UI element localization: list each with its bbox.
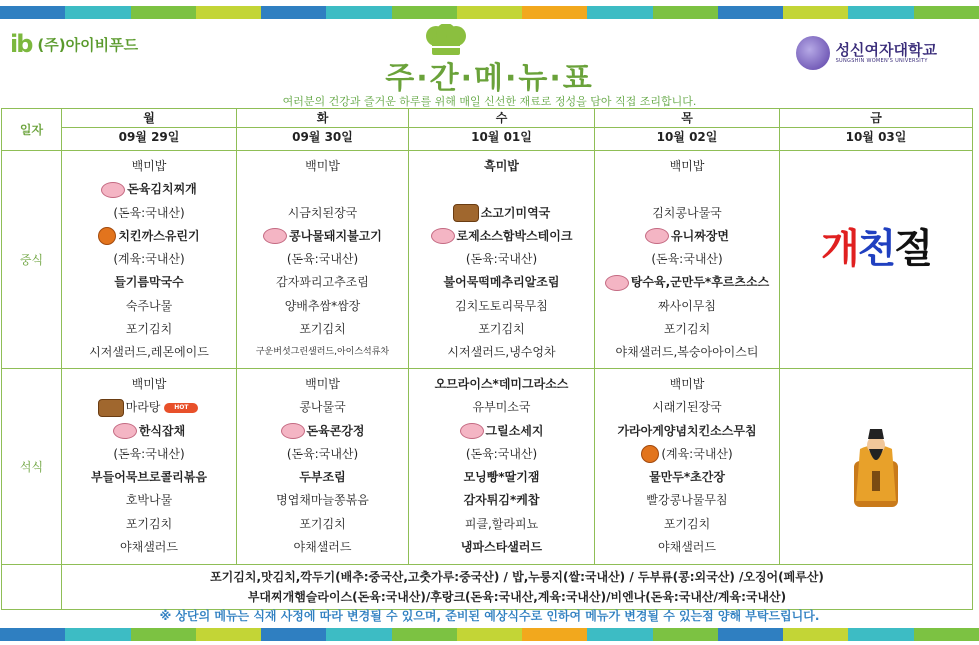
menu-item — [62, 178, 236, 201]
menu-item — [237, 396, 408, 419]
stripe-segment — [653, 6, 718, 19]
menu-item-text: 들기름막국수 — [114, 275, 184, 290]
stripe-segment — [587, 6, 652, 19]
menu-item-text: 콩나물돼지불고기 — [289, 228, 382, 243]
menu-item — [595, 271, 779, 294]
stripe-segment — [587, 628, 652, 641]
pig-icon — [263, 228, 287, 244]
stripe-segment — [65, 628, 130, 641]
menu-item-text: 돈육콘강정 — [306, 423, 365, 438]
dinner-thu — [595, 369, 780, 565]
menu-item-text: 빨강콩나물무침 — [646, 493, 728, 508]
menu-item — [595, 318, 779, 341]
menu-item-text: 돈육김치찌개 — [127, 182, 197, 197]
dinner-row — [2, 369, 973, 565]
menu-item-text: 야채샐러드 — [658, 540, 716, 555]
stripe-segment — [848, 6, 913, 19]
stripe-segment — [718, 628, 783, 641]
date-tue: 09월 30일 — [237, 128, 409, 151]
day-wed: 수 — [409, 109, 595, 128]
menu-item-text: 야채샐러드 — [120, 540, 178, 555]
menu-item — [237, 318, 408, 341]
menu-item — [62, 536, 236, 559]
menu-item — [237, 420, 408, 443]
menu-item-text: 소고기미역국 — [480, 205, 551, 220]
menu-item-text: 그릴소세지 — [485, 423, 544, 438]
menu-item-text: 야채샐러드,복숭아아이스티 — [615, 345, 759, 360]
hot-pepper-icon: HOT — [164, 403, 198, 413]
university-logo — [796, 36, 937, 70]
menu-item — [595, 155, 779, 178]
day-mon: 월 — [62, 109, 237, 128]
pig-icon — [281, 423, 305, 439]
menu-item-text: (돈육:국내산) — [286, 446, 359, 461]
menu-item — [595, 373, 779, 396]
menu-item — [595, 248, 779, 271]
menu-item — [237, 443, 408, 466]
day-fri: 금 — [780, 109, 973, 128]
stripe-segment — [848, 628, 913, 641]
stripe-segment — [0, 6, 65, 19]
menu-item — [409, 489, 594, 512]
menu-item-text: (돈육:국내산) — [113, 205, 185, 220]
day-header-row — [2, 109, 973, 128]
menu-item-text: 물만두*초간장 — [649, 470, 725, 485]
stripe-segment — [326, 6, 391, 19]
menu-item — [595, 341, 779, 364]
menu-item — [237, 373, 408, 396]
menu-item — [409, 202, 594, 225]
university-name: 성신여자대학교 — [835, 41, 937, 59]
menu-item-text: 오므라이스*데미그라소스 — [434, 377, 569, 391]
menu-item-text: 숙주나물 — [125, 298, 173, 313]
menu-item — [237, 295, 408, 318]
menu-item — [62, 341, 236, 364]
menu-item — [409, 466, 594, 489]
dinner-mon — [62, 369, 237, 565]
dinner-label: 석식 — [2, 369, 62, 565]
stripe-segment — [457, 6, 522, 19]
date-fri: 10월 03일 — [780, 128, 973, 151]
pig-icon — [605, 275, 629, 291]
holiday-char-1: 개 — [821, 226, 858, 272]
menu-item — [62, 466, 236, 489]
company-logo-mark: ib — [10, 30, 32, 58]
menu-item — [237, 178, 408, 201]
dinner-wed — [409, 369, 595, 565]
menu-item — [62, 489, 236, 512]
menu-item-text: 포기김치 — [478, 322, 525, 337]
stripe-segment — [457, 628, 522, 641]
menu-item — [409, 536, 594, 559]
stripe-segment — [783, 628, 848, 641]
menu-item — [62, 420, 236, 443]
menu-item-text: 백미밥 — [131, 377, 167, 391]
menu-item — [237, 513, 408, 536]
menu-item — [62, 155, 236, 178]
menu-item-text: (돈육:국내산) — [465, 446, 538, 461]
menu-item — [237, 489, 408, 512]
dinner-tue — [237, 369, 409, 565]
menu-item-text: 백미밥 — [305, 377, 340, 391]
chicken-icon — [98, 227, 116, 245]
menu-item — [237, 536, 408, 559]
menu-item — [595, 513, 779, 536]
menu-item-text: 치킨까스유린기 — [118, 228, 200, 243]
menu-item-text: 포기김치 — [299, 516, 346, 531]
menu-item — [237, 202, 408, 225]
pig-icon — [645, 228, 669, 244]
menu-item-text: 가라아게양념치킨소스무침 — [617, 423, 757, 438]
menu-item — [409, 178, 594, 201]
menu-item-text: 포기김치 — [663, 516, 711, 531]
lunch-row — [2, 151, 973, 369]
menu-item — [62, 202, 236, 225]
menu-item-text: (돈육:국내산) — [113, 446, 185, 461]
lunch-label: 중식 — [2, 151, 62, 369]
day-thu: 목 — [595, 109, 780, 128]
menu-change-notice: ※ 상단의 메뉴는 식재 사정에 따라 변경될 수 있으며, 준비된 예상식수로 인하여 메뉴가 변경될 수 있는점 양해 부탁드립니다. — [159, 609, 820, 623]
menu-item — [409, 155, 594, 178]
menu-item-text: 한식잡채 — [138, 423, 186, 438]
menu-item — [409, 373, 594, 396]
lunch-thu — [595, 151, 780, 369]
menu-item-text: (계육:국내산) — [113, 252, 185, 267]
menu-item-text: 감자꽈리고추조림 — [276, 275, 369, 290]
stripe-segment — [522, 6, 587, 19]
menu-item — [595, 225, 779, 248]
menu-item — [595, 202, 779, 225]
menu-item — [237, 466, 408, 489]
menu-item — [409, 443, 594, 466]
menu-item — [409, 341, 594, 364]
menu-item — [409, 248, 594, 271]
origin-notes — [62, 565, 973, 610]
holiday-text — [780, 219, 972, 279]
day-tue: 화 — [237, 109, 409, 128]
university-english-name: SUNGSHIN WOMEN'S UNIVERSITY — [835, 58, 928, 64]
menu-item-text: 피클,할라피뇨 — [464, 516, 539, 531]
date-wed: 10월 01일 — [409, 128, 595, 151]
pig-icon — [431, 228, 455, 244]
dinner-fri — [780, 369, 973, 565]
menu-item-text: 포기김치 — [125, 322, 173, 337]
menu-item — [595, 178, 779, 201]
stripe-segment — [718, 6, 783, 19]
bottom-color-stripe — [0, 628, 979, 641]
origin-note-line-1: 포기김치,맛김치,깍두기(배추:중국산,고춧가루:중국산) / 밥,누룽지(쌀:국내산) / 두부류(콩:외국산) /오징어(페루산) — [210, 570, 824, 584]
origin-note-line-2: 부대찌개햄슬라이스(돈육:국내산)/후랑크(돈육:국내산,계육:국내산)/비엔나(돈육:국내산/계육:국내산) — [247, 590, 787, 604]
menu-item-text: 두부조림 — [299, 470, 346, 485]
menu-item — [409, 225, 594, 248]
menu-item — [595, 396, 779, 419]
menu-item-text: 모닝빵*딸기잼 — [463, 470, 540, 485]
menu-item — [409, 420, 594, 443]
menu-item-text: 포기김치 — [125, 516, 173, 531]
menu-item — [237, 271, 408, 294]
date-label: 일자 — [2, 109, 62, 151]
date-thu: 10월 02일 — [595, 128, 780, 151]
stripe-segment — [326, 628, 391, 641]
menu-item-text: 김치콩나물국 — [652, 205, 722, 220]
chicken-icon — [641, 445, 659, 463]
weekly-menu-table — [1, 108, 973, 610]
menu-item — [237, 341, 408, 364]
menu-item-text: 마라탕 — [125, 400, 161, 415]
lunch-wed — [409, 151, 595, 369]
stripe-segment — [65, 6, 130, 19]
menu-item-text: 탕수육,군만두*후르츠소스 — [630, 275, 770, 290]
menu-item-text: 백미밥 — [305, 159, 340, 173]
menu-item — [62, 225, 236, 248]
menu-item — [62, 248, 236, 271]
menu-item-text: 명엽채마늘쫑볶음 — [276, 493, 369, 508]
menu-item-text: 백미밥 — [131, 159, 167, 173]
menu-item-text: 콩나물국 — [299, 400, 346, 415]
menu-item — [62, 513, 236, 536]
menu-item-text: 포기김치 — [663, 322, 711, 337]
stripe-segment — [522, 628, 587, 641]
stripe-segment — [783, 6, 848, 19]
menu-item — [237, 248, 408, 271]
menu-item-text: 유니짜장면 — [671, 228, 729, 243]
stripe-segment — [261, 6, 326, 19]
pig-icon — [460, 423, 484, 439]
menu-item — [62, 318, 236, 341]
menu-item — [595, 466, 779, 489]
top-color-stripe — [0, 6, 979, 19]
menu-item-text: 야채샐러드 — [293, 540, 352, 555]
menu-item-text: 호박나물 — [125, 493, 173, 508]
stripe-segment — [653, 628, 718, 641]
pig-icon — [101, 182, 125, 198]
menu-item-text: 시저샐러드,냉수엉차 — [447, 345, 556, 360]
holiday-char-2: 천 — [857, 226, 895, 272]
stripe-segment — [196, 628, 261, 641]
menu-item — [237, 155, 408, 178]
date-mon: 09월 29일 — [62, 128, 237, 151]
cow-icon — [98, 399, 124, 417]
menu-item — [62, 396, 236, 419]
stripe-segment — [392, 6, 457, 19]
menu-item-text: 시래기된장국 — [652, 400, 722, 415]
menu-item-text: (돈육:국내산) — [651, 252, 723, 267]
stripe-segment — [131, 628, 196, 641]
lunch-fri-holiday — [780, 151, 973, 369]
menu-item — [409, 295, 594, 318]
sage-illustration-icon — [846, 421, 906, 511]
page-title: 주·간·메·뉴·표 — [385, 61, 594, 96]
menu-item-text: (돈육:국내산) — [465, 252, 538, 267]
university-emblem-icon — [796, 36, 830, 70]
menu-item — [409, 271, 594, 294]
menu-item — [409, 318, 594, 341]
stripe-segment — [261, 628, 326, 641]
menu-item-text: 시저샐러드,레몬에이드 — [89, 345, 209, 360]
menu-item — [62, 373, 236, 396]
menu-item-text: 냉파스타샐러드 — [460, 540, 543, 555]
menu-item — [62, 443, 236, 466]
menu-item — [595, 536, 779, 559]
menu-item-text: 감자튀김*케찹 — [463, 493, 540, 508]
menu-item — [595, 443, 779, 466]
menu-item-text: 흑미밥 — [484, 159, 519, 173]
menu-item-text: 짜사이무침 — [658, 298, 716, 313]
menu-item-text: 유부미소국 — [472, 400, 531, 415]
stripe-segment — [914, 6, 979, 19]
menu-item-text: 불어묵떡메추리알조림 — [443, 275, 560, 290]
chef-hat-icon — [423, 24, 469, 56]
stripe-segment — [0, 628, 65, 641]
lunch-mon — [62, 151, 237, 369]
menu-item — [409, 513, 594, 536]
pig-icon — [113, 423, 137, 439]
origin-notes-row — [2, 565, 973, 610]
menu-item-text: 양배추쌈*쌈장 — [284, 298, 361, 313]
menu-item — [237, 225, 408, 248]
menu-item — [409, 396, 594, 419]
menu-item-text: 구운버섯그린샐러드,아이스석류차 — [255, 347, 390, 358]
menu-item — [595, 295, 779, 318]
menu-item-text: 포기김치 — [299, 322, 346, 337]
menu-item-text: 백미밥 — [669, 159, 705, 173]
stripe-segment — [392, 628, 457, 641]
menu-item — [595, 489, 779, 512]
menu-item-text: (계육:국내산) — [661, 446, 733, 461]
page-subtitle: 여러분의 건강과 즐거운 하루를 위해 매일 신선한 재료로 정성을 담아 직접 조리합니다. — [282, 95, 697, 108]
date-header-row — [2, 128, 973, 151]
menu-item — [62, 295, 236, 318]
menu-item-text: 로제소스함박스테이크 — [456, 228, 573, 243]
stripe-segment — [131, 6, 196, 19]
menu-item — [595, 420, 779, 443]
menu-item-text: 부들어묵브로콜리볶음 — [91, 470, 207, 485]
menu-item-text: 시금치된장국 — [287, 205, 358, 220]
menu-item-text: 백미밥 — [669, 377, 705, 391]
menu-item-text: 김치도토리묵무침 — [455, 298, 548, 313]
menu-item — [62, 271, 236, 294]
menu-item-text: (돈육:국내산) — [286, 252, 359, 267]
lunch-tue — [237, 151, 409, 369]
stripe-segment — [196, 6, 261, 19]
cow-icon — [453, 204, 479, 222]
holiday-char-3: 절 — [894, 226, 931, 272]
stripe-segment — [914, 628, 979, 641]
company-name: (주)아이비푸드 — [37, 35, 139, 54]
